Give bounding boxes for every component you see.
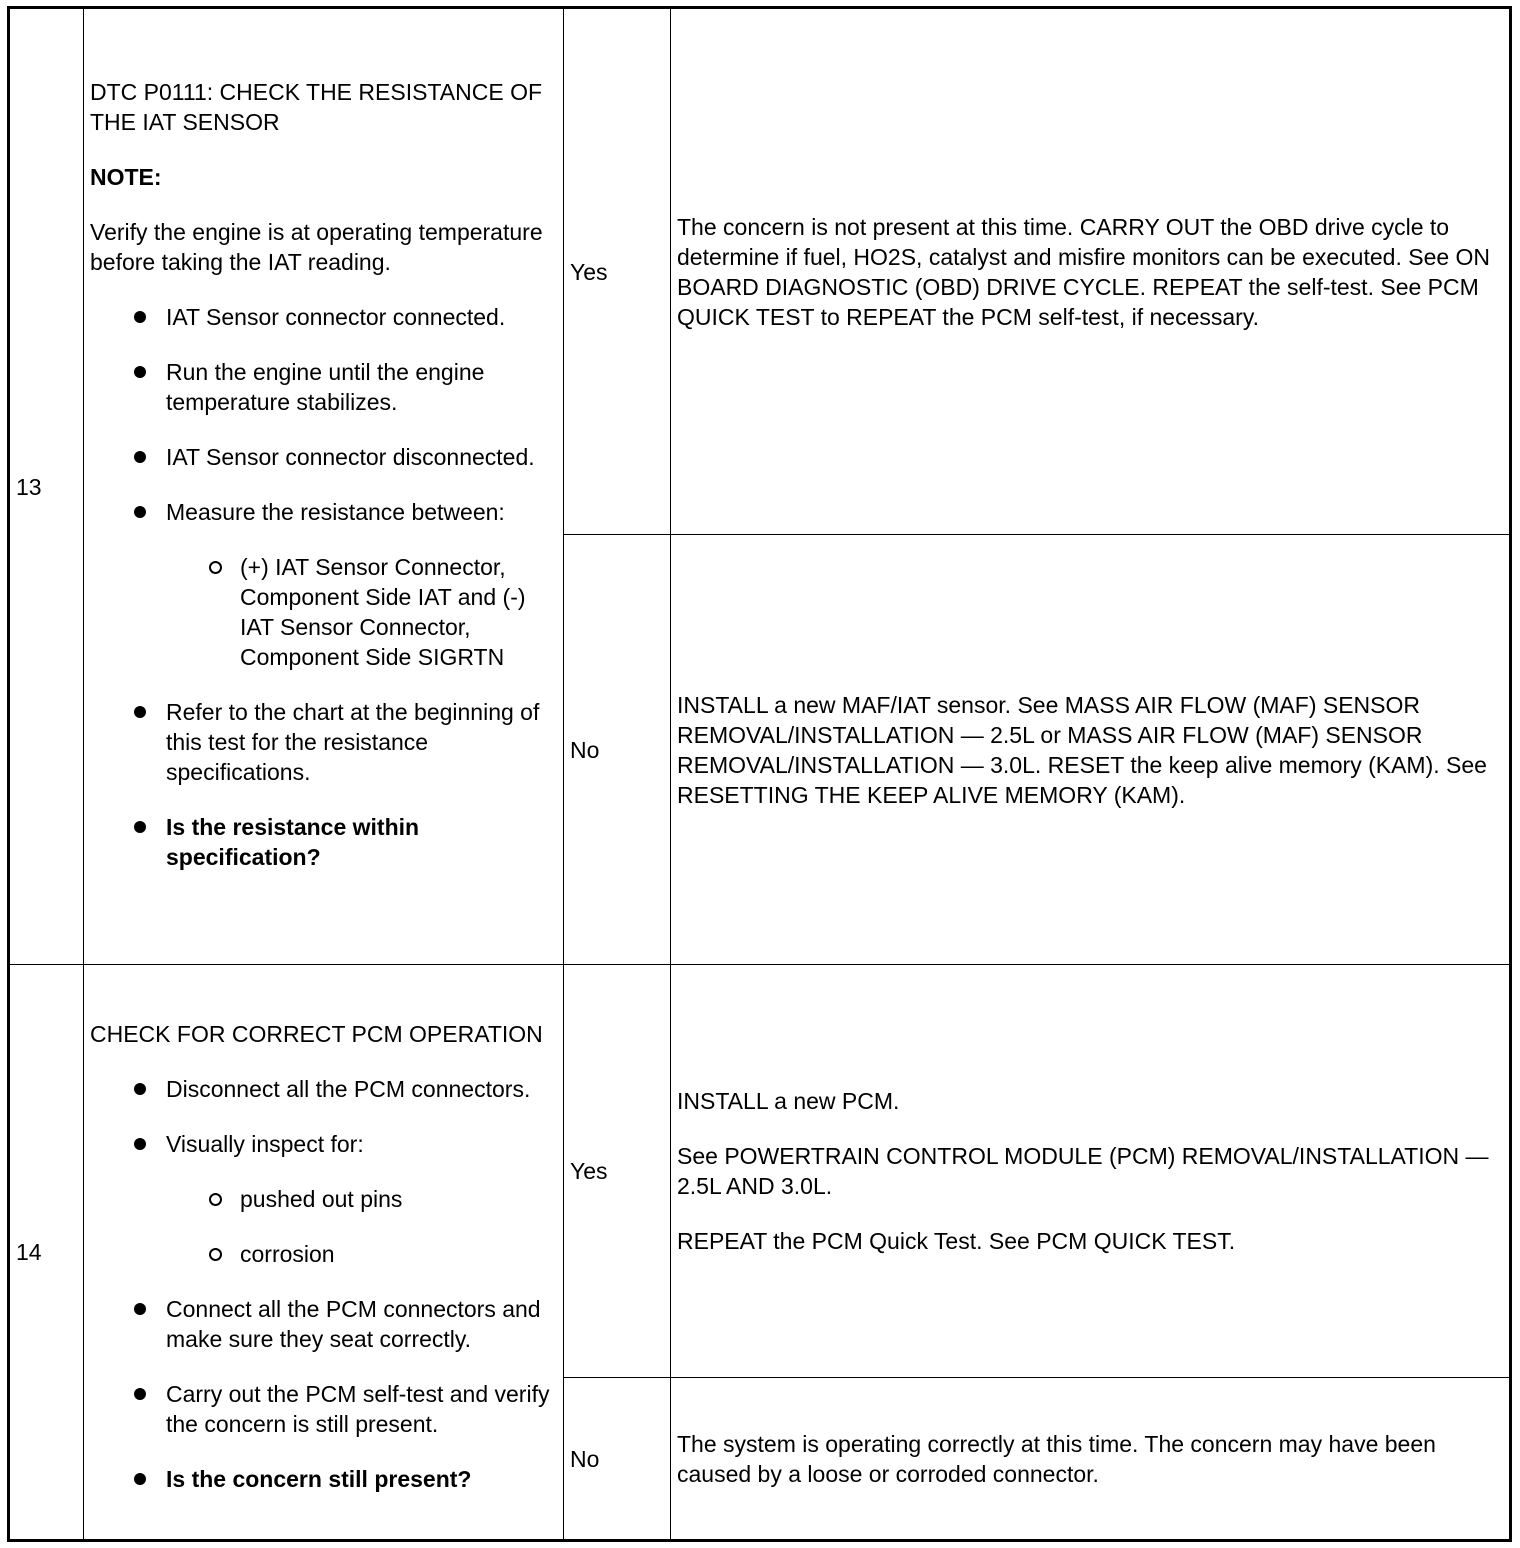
table-row-step-14 bbox=[9, 965, 1511, 1378]
step-number: 14 bbox=[9, 965, 84, 1541]
list-item: Carry out the PCM self-test and verify the concern is still present. bbox=[90, 1379, 557, 1439]
list-item: IAT Sensor connector disconnected. bbox=[90, 442, 557, 472]
list-item: Connect all the PCM connectors and make sure they seat correctly. bbox=[90, 1294, 557, 1354]
answer-yes: Yes bbox=[564, 965, 671, 1378]
table-row-step-13 bbox=[9, 8, 1511, 535]
result-yes bbox=[671, 965, 1511, 1378]
result-no: The system is operating correctly at this time. The concern may have been caused by a loose or corroded connector. bbox=[671, 1378, 1511, 1541]
list-item-label: Visually inspect for: bbox=[166, 1130, 364, 1157]
sub-bullet-list bbox=[166, 1184, 557, 1269]
note-text: Verify the engine is at operating temperature before taking the IAT reading. bbox=[90, 218, 543, 275]
list-item: Refer to the chart at the beginning of this test for the resistance specifications. bbox=[90, 697, 557, 787]
answer-no: No bbox=[564, 1378, 671, 1541]
bullet-list bbox=[90, 302, 557, 872]
result-paragraph: REPEAT the PCM Quick Test. See PCM QUICK TEST. bbox=[677, 1228, 1236, 1254]
answer-yes: Yes bbox=[564, 8, 671, 535]
list-item bbox=[90, 497, 557, 672]
sub-list-item: pushed out pins bbox=[166, 1184, 557, 1214]
list-item: IAT Sensor connector connected. bbox=[90, 302, 557, 332]
step-title: DTC P0111: CHECK THE RESISTANCE OF THE IAT SENSOR bbox=[90, 78, 543, 135]
note-heading: NOTE: bbox=[90, 163, 162, 190]
step-number: 13 bbox=[9, 8, 84, 965]
list-item bbox=[90, 1129, 557, 1269]
step-title: CHECK FOR CORRECT PCM OPERATION bbox=[90, 1020, 543, 1047]
result-no: INSTALL a new MAF/IAT sensor. See MASS AIR FLOW (MAF) SENSOR REMOVAL/INSTALLATION — 2.5L or MASS AIR FLOW (MAF) SENSOR REMOVAL/INSTALLATION — 3.0L. RESET the keep alive memory (KAM). See RESETTING THE KEEP ALIVE MEMORY (KAM). bbox=[671, 535, 1511, 965]
question-item: Is the resistance within specification? bbox=[90, 812, 557, 872]
result-paragraph: See POWERTRAIN CONTROL MODULE (PCM) REMOVAL/INSTALLATION — 2.5L AND 3.0L. bbox=[677, 1143, 1489, 1199]
sub-list-item: (+) IAT Sensor Connector, Component Side IAT and (-) IAT Sensor Connector, Component Side SIGRTN bbox=[166, 552, 557, 672]
question-item: Is the concern still present? bbox=[90, 1464, 557, 1494]
list-item-label: Measure the resistance between: bbox=[166, 498, 505, 525]
diagnostic-table bbox=[7, 6, 1512, 1542]
action-cell bbox=[84, 965, 564, 1541]
sub-bullet-list bbox=[166, 552, 557, 672]
list-item: Run the engine until the engine temperature stabilizes. bbox=[90, 357, 557, 417]
list-item: Disconnect all the PCM connectors. bbox=[90, 1074, 557, 1104]
result-yes: The concern is not present at this time. CARRY OUT the OBD drive cycle to determine if fuel, HO2S, catalyst and misfire monitors can be executed. See ON BOARD DIAGNOSTIC (OBD) DRIVE CYCLE. REPEAT the self-test. See PCM QUICK TEST to REPEAT the PCM self-test, if necessary. bbox=[671, 8, 1511, 535]
bullet-list bbox=[90, 1074, 557, 1494]
sub-list-item: corrosion bbox=[166, 1239, 557, 1269]
action-cell bbox=[84, 8, 564, 965]
answer-no: No bbox=[564, 535, 671, 965]
result-paragraph: INSTALL a new PCM. bbox=[677, 1088, 900, 1114]
